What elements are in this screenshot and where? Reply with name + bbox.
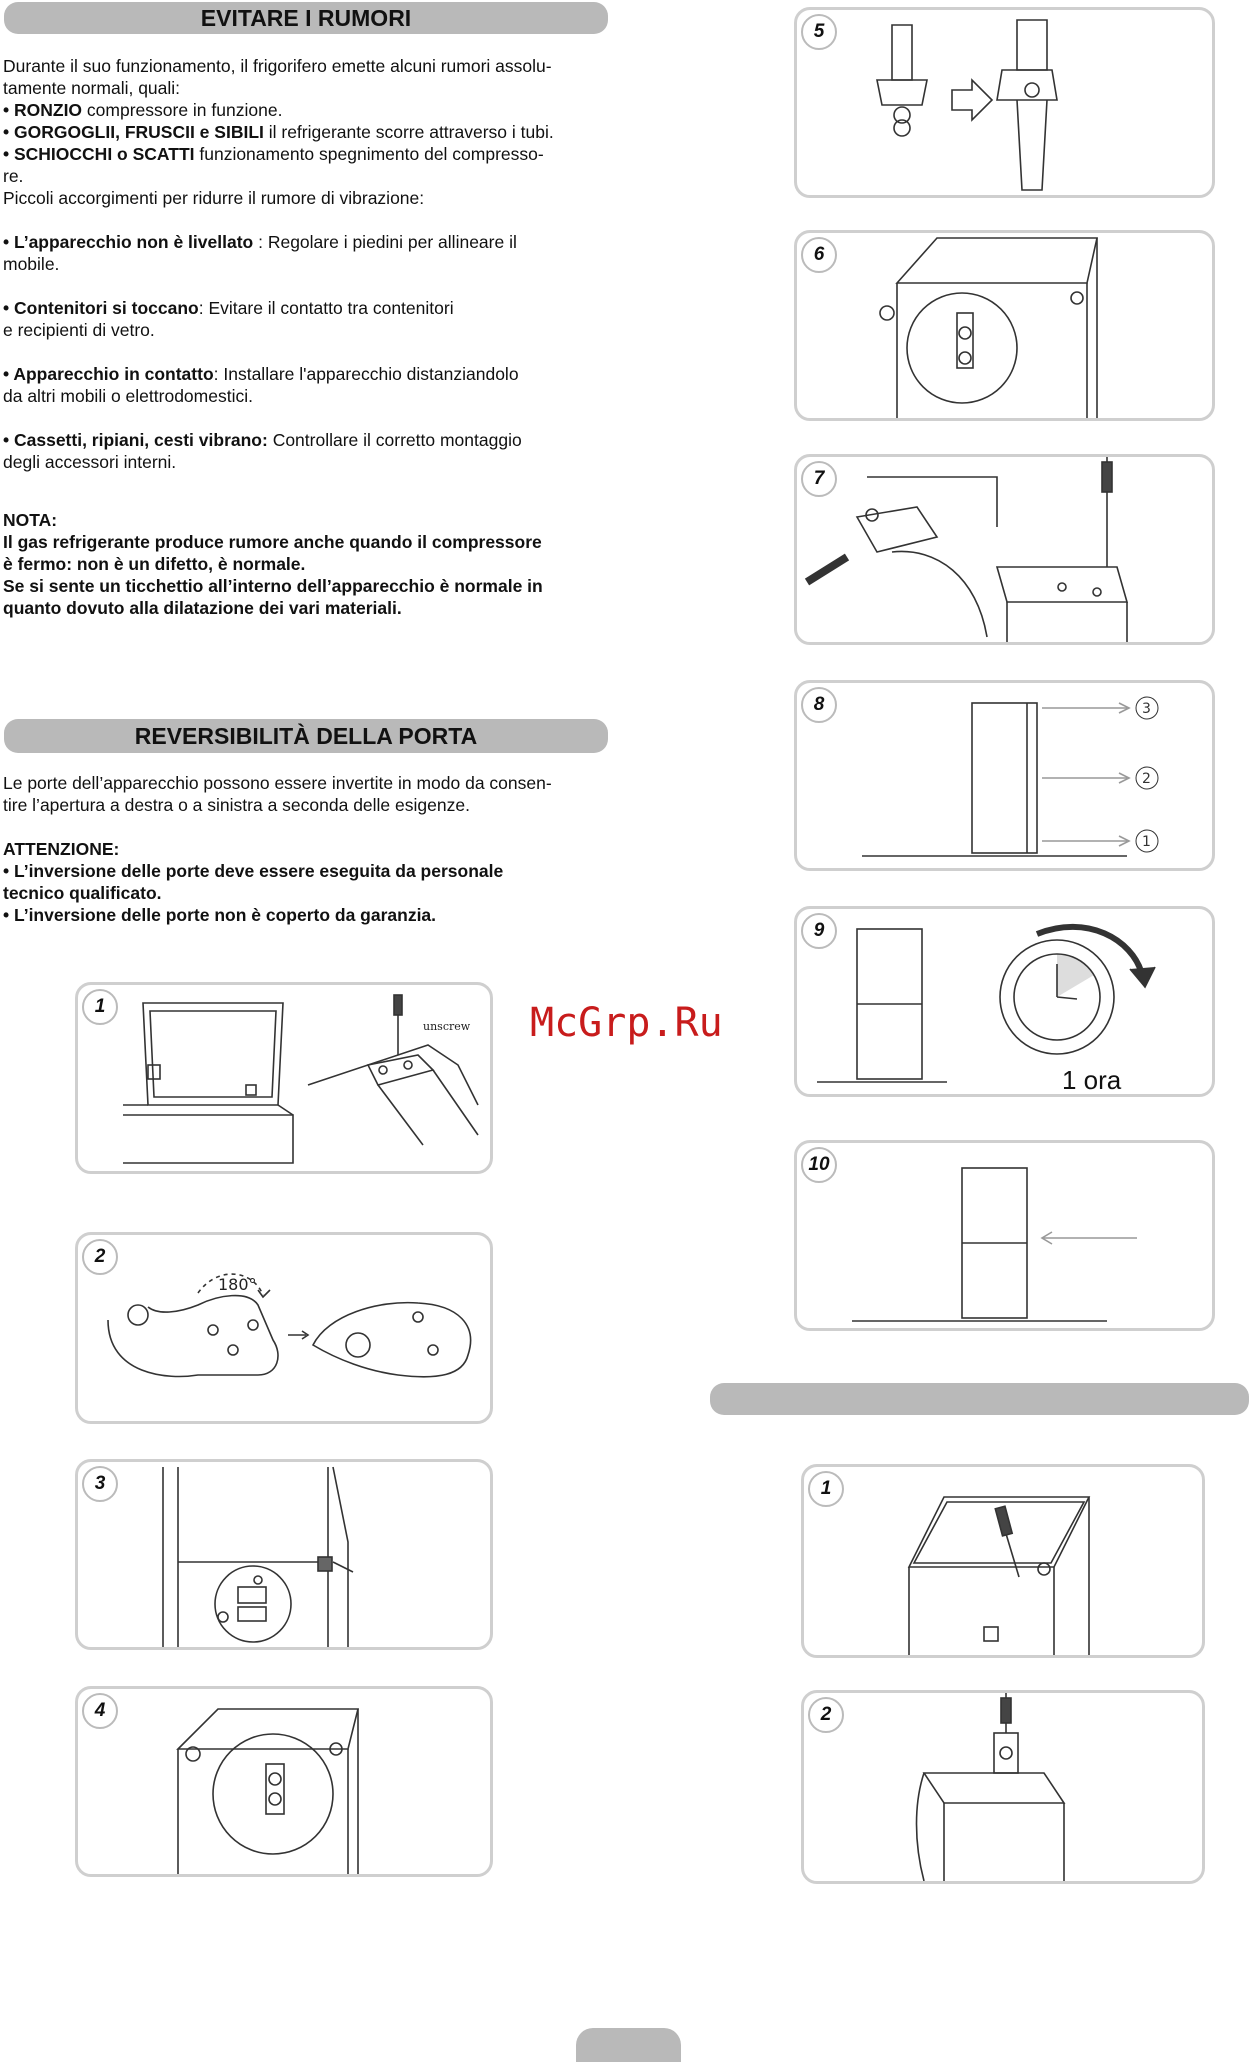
figure-number: 9	[801, 913, 837, 949]
figure-number: 4	[82, 1693, 118, 1729]
noise-item-hum: • RONZIO compressore in funzione.	[3, 100, 283, 120]
noise-intro-line1: Durante il suo funzionamento, il frigorifero emette alcuni rumori assolu-	[3, 56, 552, 76]
noise-item-click: • SCHIOCCHI o SCATTI funzionamento spegnimento del compresso-	[3, 144, 544, 164]
angle-label: 180°	[218, 1275, 257, 1294]
door-warning: ATTENZIONE: • L’inversione delle porte deve essere eseguita da personale tecnico qualificato. • L’inversione delle porte non è coperto da garanzia.	[3, 838, 613, 926]
note-title: NOTA:	[3, 510, 58, 530]
cabinet-hinge-reversed-illustration	[78, 1689, 490, 1874]
figure-10-check-door	[794, 1140, 1215, 1331]
door-section-body: Le porte dell’apparecchio possono essere invertite in modo da consen- tire l’apertura a destra o a sinistra a seconda delle esigenze.	[3, 773, 552, 815]
noise-section-title: EVITARE I RUMORI	[4, 2, 608, 34]
warning-title: ATTENZIONE:	[3, 839, 120, 859]
figure-4-reverse-hinge	[75, 1686, 493, 1877]
noise-tip-level: • L’apparecchio non è livellato : Regolare i piedini per allineare il mobile.	[3, 232, 517, 274]
figure-number: 1	[808, 1471, 844, 1507]
hinge-rotate-illustration	[78, 1235, 490, 1421]
mark-1: 1	[1142, 834, 1151, 850]
figure-2-rotate-hinge	[75, 1232, 493, 1424]
noise-item-gurgle: • GORGOGLII, FRUSCII e SIBILI il refrigerante scorre attraverso i tubi.	[3, 122, 554, 142]
figure-6-mount-hinge	[794, 230, 1215, 421]
figure-9-wait-one-hour	[794, 906, 1215, 1097]
clock-illustration	[797, 909, 1212, 1094]
figure-3-remove-top-hinge	[75, 1459, 493, 1650]
noise-tip-drawers: • Cassetti, ripiani, cesti vibrano: Controllare il corretto montaggio degli accessori interni.	[3, 430, 522, 472]
mark-3: 3	[1142, 701, 1151, 717]
figure-number: 10	[801, 1147, 837, 1183]
figure-number: 5	[801, 14, 837, 50]
figure-8-door-alignment	[794, 680, 1215, 871]
figure-number: 8	[801, 687, 837, 723]
figure-number: 7	[801, 461, 837, 497]
fridge-check-illustration	[797, 1143, 1212, 1328]
noise-tips-intro: Piccoli accorgimenti per ridurre il rumore di vibrazione:	[3, 188, 425, 208]
noise-tip-contact: • Apparecchio in contatto: Installare l'apparecchio distanziandolo da altri mobili o elettrodomestici.	[3, 364, 519, 406]
unscrew-label: unscrew	[423, 1020, 471, 1033]
noise-note: NOTA: Il gas refrigerante produce rumore anche quando il compressore è fermo: non è un difetto, è normale. Se si sente un ticchettio all’interno dell’apparecchio è normale in quanto dovuto alla dilatazione dei vari materiali.	[3, 509, 613, 619]
figure-7-install-handle	[794, 454, 1215, 645]
figure-number: 3	[82, 1466, 118, 1502]
mark-2: 2	[1142, 771, 1151, 787]
door-section-title: REVERSIBILITÀ DELLA PORTA	[4, 719, 608, 753]
top-cover-screw-illustration	[804, 1467, 1202, 1655]
door-handle-screw-illustration	[797, 457, 1212, 642]
fridge-alignment-illustration	[797, 683, 1212, 868]
figure-number: 1	[82, 989, 118, 1025]
page-number-tab	[576, 2028, 681, 2062]
hinge-removal-illustration	[78, 985, 490, 1171]
figure-5-hinge-pin	[794, 7, 1215, 198]
wait-caption: 1 ora	[1062, 1065, 1122, 1094]
noise-tip-containers: • Contenitori si toccano: Evitare il contatto tra contenitori e recipienti di vetro.	[3, 298, 454, 340]
noise-intro-line2: tamente normali, quali:	[3, 78, 181, 98]
bottom-hinge-illustration	[804, 1693, 1202, 1881]
figure-number: 2	[82, 1239, 118, 1275]
noise-item-click-cont: re.	[3, 166, 24, 186]
hinge-pin-illustration	[797, 10, 1212, 195]
figure-b1-top-cover	[801, 1464, 1205, 1658]
top-hinge-mount-illustration	[797, 233, 1212, 418]
watermark: McGrp.Ru	[530, 1000, 723, 1046]
cabinet-hinge-illustration	[78, 1462, 490, 1647]
figure-number: 2	[808, 1697, 844, 1733]
figure-1-unscrew-hinge	[75, 982, 493, 1174]
right-section-header	[710, 1383, 1249, 1415]
figure-number: 6	[801, 237, 837, 273]
noise-section-body	[3, 55, 613, 209]
figure-b2-bottom-hinge	[801, 1690, 1205, 1884]
